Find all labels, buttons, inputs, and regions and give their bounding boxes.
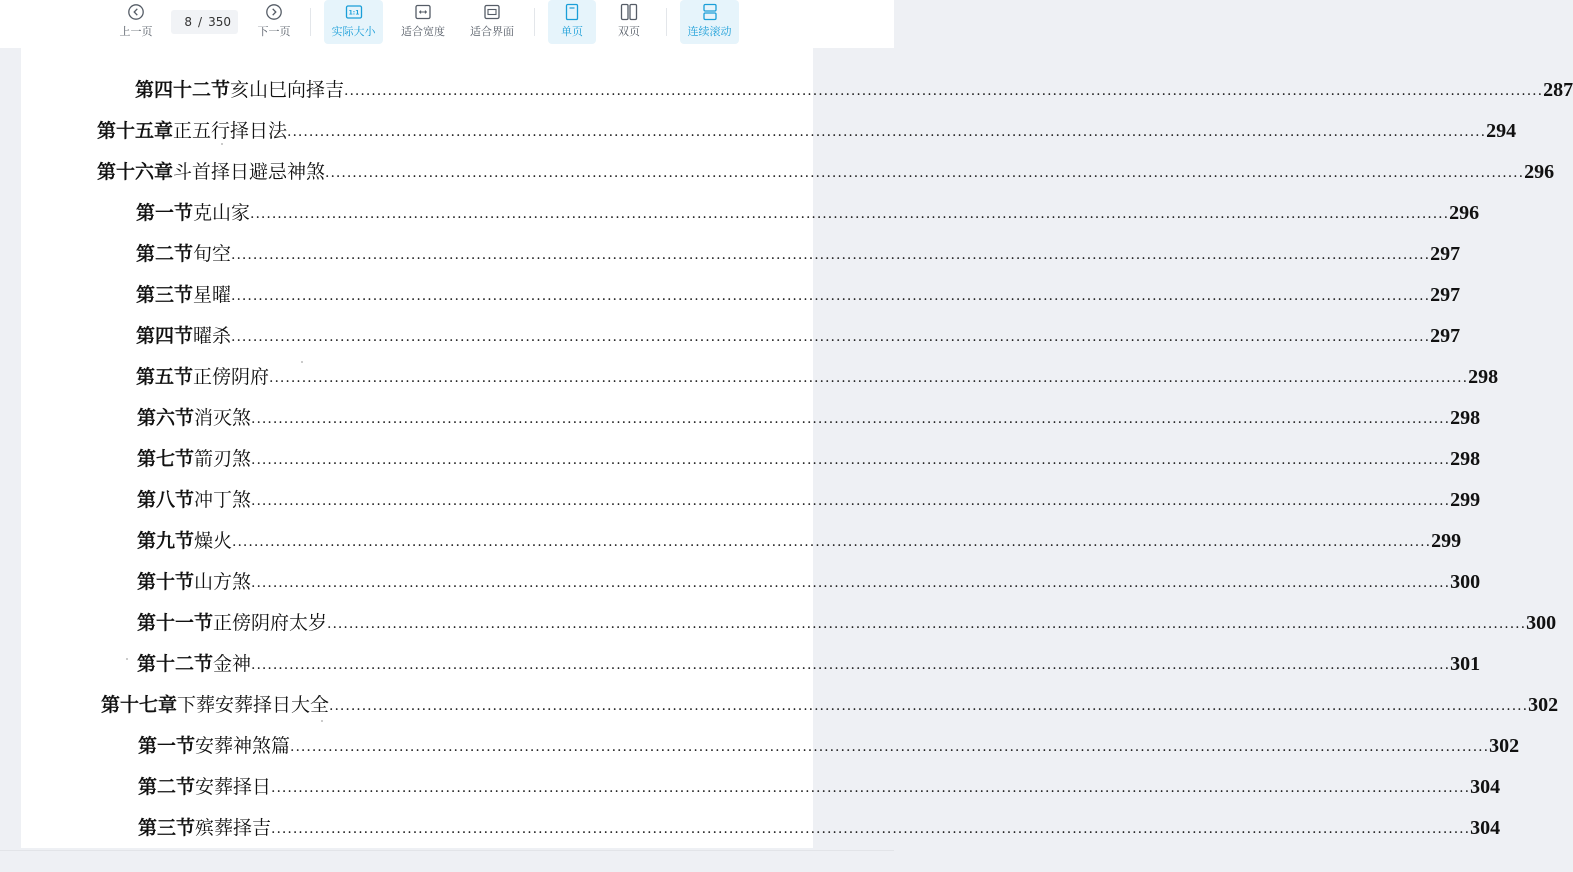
- toc-entry-page: 304: [1470, 817, 1501, 839]
- chevron-left-circle-icon: [127, 3, 145, 21]
- toc-entry-title: 安葬神煞篇: [195, 735, 291, 757]
- toc-leader-dots: ............................................................................................................................................................................................................................: [251, 657, 1451, 673]
- toc-leader-dots: ............................................................................................................................................................................................................................: [251, 575, 1451, 591]
- toc-leader-dots: ............................................................................................................................................................................................................................: [290, 739, 1490, 755]
- fit-width-button[interactable]: [395, 0, 451, 44]
- toc-entry-number: 第三节: [136, 284, 194, 306]
- fit-page-button[interactable]: [464, 0, 520, 44]
- toc-entry-page: 302: [1489, 735, 1520, 757]
- scan-speck: [126, 658, 128, 660]
- toc-entry-number: 第三节: [138, 817, 196, 839]
- toc-entry-page: 302: [1528, 694, 1559, 716]
- toc-leader-dots: ............................................................................................................................................................................................................................: [269, 370, 1469, 386]
- toc-entry-page: 297: [1430, 243, 1461, 265]
- toc-entry-title: 消灭煞: [194, 407, 252, 429]
- toc-entry-number: 第四十二节: [135, 79, 231, 101]
- next-page-button[interactable]: [250, 0, 298, 44]
- toc-entry-page: 299: [1450, 489, 1481, 511]
- viewer-toolbar: [0, 0, 894, 48]
- toc-entry-page: 296: [1524, 161, 1555, 183]
- fit-width-label: 适合宽度: [401, 25, 445, 38]
- toolbar-divider: [666, 8, 667, 36]
- toc-entry[interactable]: [137, 523, 1462, 553]
- next-page-label: 下一页: [257, 25, 291, 38]
- continuous-scroll-button[interactable]: [680, 0, 739, 44]
- toc-entry-title: 斗首择日避忌神煞: [173, 161, 326, 183]
- single-page-icon: [563, 3, 581, 21]
- toc-leader-dots: ............................................................................................................................................................................................................................: [325, 165, 1525, 181]
- toc-leader-dots: ............................................................................................................................................................................................................................: [287, 124, 1487, 140]
- toc-entry-number: 第十七章: [101, 694, 178, 716]
- toc-leader-dots: ............................................................................................................................................................................................................................: [251, 452, 1451, 468]
- toc-entry-page: 299: [1431, 530, 1462, 552]
- toc-entry-page: 298: [1450, 407, 1481, 429]
- toc-entry[interactable]: [136, 318, 1461, 348]
- toc-entry-title: 箭刃煞: [194, 448, 252, 470]
- toc-leader-dots: ............................................................................................................................................................................................................................: [251, 493, 1451, 509]
- bottom-scroll-area: [0, 850, 894, 872]
- toolbar-divider: [310, 8, 311, 36]
- toc-entry-title: 正傍阴府: [193, 366, 270, 388]
- toc-entry-page: 294: [1486, 120, 1517, 142]
- toc-leader-dots: ............................................................................................................................................................................................................................: [250, 206, 1450, 222]
- toc-entry[interactable]: [97, 113, 1517, 143]
- toc-entry-title: 曜杀: [193, 325, 232, 347]
- fit-width-icon: [414, 3, 432, 21]
- toc-entry-number: 第十节: [137, 571, 195, 593]
- toc-entry-title: 星曜: [193, 284, 232, 306]
- toc-entry-page: 298: [1450, 448, 1481, 470]
- toc-entry[interactable]: [137, 400, 1481, 430]
- toc-entry-number: 第一节: [138, 735, 196, 757]
- toc-entry-title: 金神: [213, 653, 252, 675]
- prev-page-button[interactable]: [112, 0, 160, 44]
- toc-leader-dots: ............................................................................................................................................................................................................................: [344, 83, 1544, 99]
- single-page-label: 单页: [561, 25, 583, 38]
- svg-text:1:1: 1:1: [348, 9, 359, 17]
- toc-entry-page: 287: [1543, 79, 1573, 101]
- toc-entry-number: 第十二节: [137, 653, 214, 675]
- toc-entry-number: 第九节: [137, 530, 195, 552]
- fit-page-icon: [483, 3, 501, 21]
- toc-entry[interactable]: [136, 359, 1499, 389]
- page-separator: /: [198, 15, 203, 29]
- toc-entry-page: 298: [1468, 366, 1499, 388]
- toc-leader-dots: ............................................................................................................................................................................................................................: [231, 247, 1431, 263]
- toc-entry-number: 第五节: [136, 366, 194, 388]
- toc-entry-number: 第十一节: [137, 612, 214, 634]
- toc-entry-number: 第十五章: [97, 120, 174, 142]
- toc-entry[interactable]: [138, 728, 1520, 758]
- toc-entry-title: 山方煞: [194, 571, 252, 593]
- toc-entry-title: 克山家: [193, 202, 251, 224]
- toc-entry-number: 第六节: [137, 407, 195, 429]
- toc-entry[interactable]: [136, 195, 1480, 225]
- toc-leader-dots: ............................................................................................................................................................................................................................: [232, 534, 1432, 550]
- toc-entry-title: 安葬择日: [195, 776, 272, 798]
- toc-entry-page: 304: [1470, 776, 1501, 798]
- toc-leader-dots: ............................................................................................................................................................................................................................: [231, 288, 1431, 304]
- toc-entry[interactable]: [101, 687, 1559, 717]
- toc-entry-page: 296: [1449, 202, 1480, 224]
- fit-page-label: 适合界面: [470, 25, 514, 38]
- toc-leader-dots: ............................................................................................................................................................................................................................: [271, 821, 1471, 837]
- toc-entry-title: 旬空: [193, 243, 232, 265]
- continuous-scroll-label: 连续滚动: [687, 25, 732, 38]
- toc-leader-dots: ............................................................................................................................................................................................................................: [271, 780, 1471, 796]
- toc-entry-number: 第二节: [136, 243, 194, 265]
- toc-entry[interactable]: [138, 769, 1501, 799]
- toc-entry-number: 第七节: [137, 448, 195, 470]
- continuous-scroll-icon: [701, 3, 719, 21]
- toc-entry-title: 燥火: [194, 530, 233, 552]
- toc-leader-dots: ............................................................................................................................................................................................................................: [251, 411, 1451, 427]
- toc-entry-number: 第十六章: [97, 161, 174, 183]
- toc-entry[interactable]: [137, 441, 1481, 471]
- toc-entry[interactable]: [137, 605, 1557, 635]
- toc-entry-number: 第四节: [136, 325, 194, 347]
- single-page-button[interactable]: [548, 0, 596, 44]
- chevron-right-circle-icon: [265, 3, 283, 21]
- toc-leader-dots: ............................................................................................................................................................................................................................: [327, 616, 1527, 632]
- toc-entry[interactable]: [136, 236, 1461, 266]
- toc-entry[interactable]: [138, 810, 1501, 840]
- toolbar-divider: [534, 8, 535, 36]
- toc-entry[interactable]: [135, 72, 1573, 102]
- toc-leader-dots: ............................................................................................................................................................................................................................: [329, 698, 1529, 714]
- current-page-input[interactable]: [178, 15, 192, 29]
- toc-entry-number: 第八节: [137, 489, 195, 511]
- scan-speck: [321, 720, 323, 722]
- toc-entry[interactable]: [137, 482, 1481, 512]
- toc-entry-page: 297: [1430, 284, 1461, 306]
- toc-entry-title: 正五行择日法: [173, 120, 288, 142]
- double-page-icon: [620, 3, 638, 21]
- scan-speck: [221, 143, 223, 145]
- page-indicator: [171, 10, 238, 34]
- double-page-button[interactable]: [605, 0, 653, 44]
- prev-page-label: 上一页: [119, 25, 153, 38]
- double-page-label: 双页: [618, 25, 640, 38]
- toc-entry[interactable]: [136, 277, 1461, 307]
- actual-size-icon: [345, 3, 363, 21]
- toc-entry-page: 300: [1526, 612, 1557, 634]
- toc-entry[interactable]: [137, 564, 1481, 594]
- actual-size-button[interactable]: [324, 0, 383, 44]
- toc-entry-number: 第二节: [138, 776, 196, 798]
- toc-entry-page: 301: [1450, 653, 1481, 675]
- toc-entry-title: 正傍阴府太岁: [213, 612, 328, 634]
- toc-entry-page: 300: [1450, 571, 1481, 593]
- toc-entry-title: 殡葬择吉: [195, 817, 272, 839]
- toc-entry[interactable]: [137, 646, 1481, 676]
- actual-size-label: 实际大小: [331, 25, 376, 38]
- total-pages: 350: [208, 15, 231, 29]
- toc-entry-number: 第一节: [136, 202, 194, 224]
- toc-entry-page: 297: [1430, 325, 1461, 347]
- toc-leader-dots: ............................................................................................................................................................................................................................: [231, 329, 1431, 345]
- toc-entry-title: 亥山巳向择吉: [230, 79, 345, 101]
- toc-entry-title: 下葬安葬择日大全: [177, 694, 330, 716]
- toc-entry[interactable]: [97, 154, 1555, 184]
- toc-entry-title: 冲丁煞: [194, 489, 252, 511]
